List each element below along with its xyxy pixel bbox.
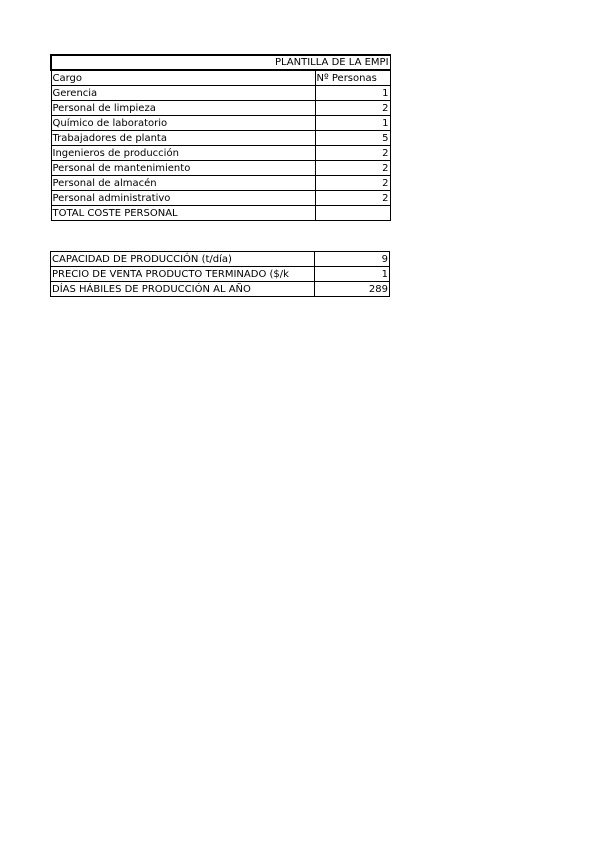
cargo-cell[interactable]: Trabajadores de planta	[51, 131, 315, 146]
table-row	[51, 101, 390, 116]
table-row	[51, 131, 390, 146]
header-cargo[interactable]: Cargo	[51, 70, 315, 86]
staff-title-row	[51, 55, 390, 70]
param-value[interactable]: 1	[315, 267, 390, 282]
param-value[interactable]: 9	[315, 252, 390, 267]
personas-cell[interactable]: 2	[315, 101, 390, 116]
staff-header-row	[51, 70, 390, 86]
cargo-cell[interactable]: Personal de almacén	[51, 176, 315, 191]
cargo-cell[interactable]: Personal de mantenimiento	[51, 161, 315, 176]
table-row	[51, 191, 390, 206]
total-row	[51, 206, 390, 221]
param-label[interactable]: PRECIO DE VENTA PRODUCTO TERMINADO ($/k	[51, 267, 315, 282]
personas-cell[interactable]: 1	[315, 86, 390, 101]
cargo-cell[interactable]: Gerencia	[51, 86, 315, 101]
table-row	[51, 86, 390, 101]
production-params-table	[50, 251, 390, 297]
table-row	[51, 176, 390, 191]
personas-cell[interactable]: 5	[315, 131, 390, 146]
total-label[interactable]: TOTAL COSTE PERSONAL	[51, 206, 315, 221]
personas-cell[interactable]: 2	[315, 191, 390, 206]
param-value[interactable]: 289	[315, 282, 390, 297]
staff-table-title[interactable]: PLANTILLA DE LA EMPI	[51, 55, 390, 70]
table-row	[51, 146, 390, 161]
personas-cell[interactable]: 2	[315, 176, 390, 191]
personas-cell[interactable]: 2	[315, 161, 390, 176]
table-row	[51, 267, 390, 282]
table-row	[51, 252, 390, 267]
table-row	[51, 116, 390, 131]
cargo-cell[interactable]: Personal administrativo	[51, 191, 315, 206]
header-personas[interactable]: Nº Personas	[315, 70, 390, 86]
total-value[interactable]	[315, 206, 390, 221]
personas-cell[interactable]: 2	[315, 146, 390, 161]
param-label[interactable]: CAPACIDAD DE PRODUCCIÓN (t/día)	[51, 252, 315, 267]
cargo-cell[interactable]: Químico de laboratorio	[51, 116, 315, 131]
table-row	[51, 282, 390, 297]
table-row	[51, 161, 390, 176]
staff-table	[50, 54, 391, 221]
personas-cell[interactable]: 1	[315, 116, 390, 131]
cargo-cell[interactable]: Personal de limpieza	[51, 101, 315, 116]
cargo-cell[interactable]: Ingenieros de producción	[51, 146, 315, 161]
param-label[interactable]: DÍAS HÁBILES DE PRODUCCIÓN AL AÑO	[51, 282, 315, 297]
